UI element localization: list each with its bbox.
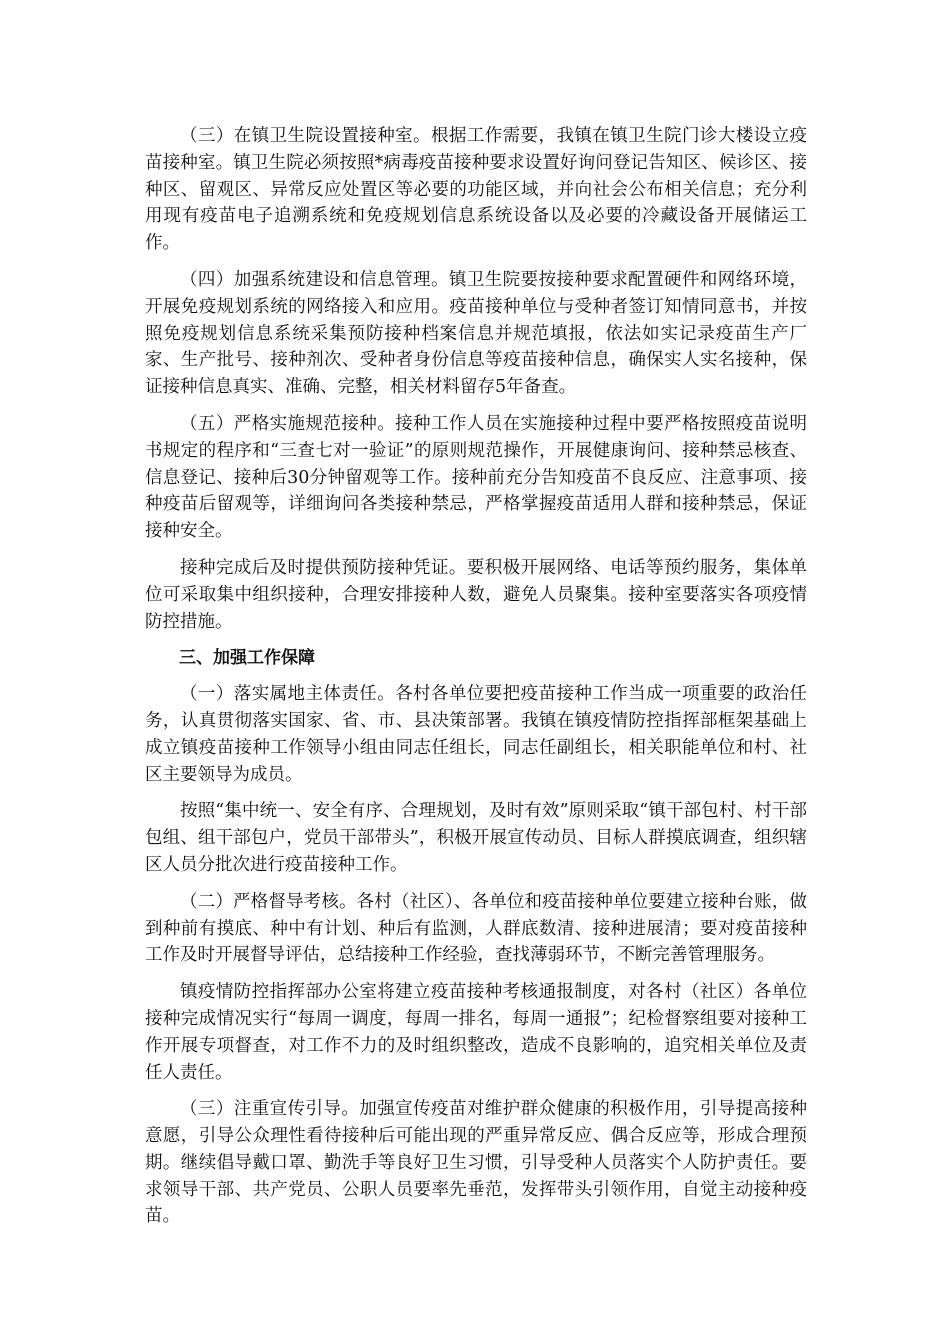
paragraph-vaccination-certificate: 接种完成后及时提供预防接种凭证。要积极开展网络、电话等预约服务，集体单位可采取集中组织接种，合理安排接种人数，避免人员聚集。接种室要落实各项疫情防控措施。 (145, 557, 807, 632)
paragraph-standardized-vaccination: （五）严格实施规范接种。接种工作人员在实施接种过程中要严格按照疫苗说明书规定的程序和“三查七对一验证”的原则规范操作，开展健康询问、接种禁忌核查、信息登记、接种后30分钟留观等工作。接种前充分告知疫苗不良反应、注意事项、接种疫苗后留观等，详细询问各类接种禁忌，严格掌握疫苗适用人群和接种禁忌，保证接种安全。 (145, 413, 807, 542)
paragraph-organization-principles: 按照“集中统一、安全有序、合理规划，及时有效”原则采取“镇干部包村、村干部包组、组干部包户，党员干部带头”，积极开展宣传动员、目标人群摸底调查，组织辖区人员分批次进行疫苗接种工作。 (145, 801, 807, 875)
paragraph-reporting-system: 镇疫情防控指挥部办公室将建立疫苗接种考核通报制度，对各村（社区）各单位接种完成情况实行“每周一调度，每周一排名，每周一通报”；纪检督察组要对接种工作开展专项督查，对工作不力的及时组织整改，造成不良影响的，追究相关单位及责任人责任。 (145, 982, 807, 1083)
paragraph-supervision-assessment: （二）严格督导考核。各村（社区）、各单位和疫苗接种单位要建立接种台账，做到种前有摸底、种中有计划、种后有监测，人群底数清、接种进展清；要对疫苗接种工作及时开展督导评估，总结接种工作经验，查找薄弱环节，不断完善管理服务。 (145, 891, 807, 966)
paragraph-system-and-information-management: （四）加强系统建设和信息管理。镇卫生院要按接种要求配置硬件和网络环境，开展免疫规划系统的网络接入和应用。疫苗接种单位与受种者签订知情同意书，并按照免疫规划信息系统采集预防接种档案信息并规范填报，依法如实记录疫苗生产厂家、生产批号、接种剂次、受种者身份信息等疫苗接种信息，确保实人实名接种，保证接种信息真实、准确、完整，相关材料留存5年备查。 (145, 269, 807, 398)
document-body (145, 123, 807, 1240)
paragraph-publicity-guidance: （三）注重宣传引导。加强宣传疫苗对维护群众健康的积极作用，引导提高接种意愿，引导公众理性看待接种后可能出现的严重异常反应、偶合反应等，形成合理预期。继续倡导戴口罩、勤洗手等良好卫生习惯，引导受种人员落实个人防护责任。要求领导干部、共产党员、公职人员要率先垂范，发挥带头引领作用，自觉主动接种疫苗。 (145, 1099, 807, 1227)
paragraph-territorial-responsibility: （一）落实属地主体责任。各村各单位要把疫苗接种工作当成一项重要的政治任务，认真贯彻落实国家、省、市、县决策部署。我镇在镇疫情防控指挥部框架基础上成立镇疫苗接种工作领导小组由同志任组长，同志任副组长，相关职能单位和村、社区主要领导为成员。 (145, 684, 807, 785)
paragraph-set-up-vaccination-room: （三）在镇卫生院设置接种室。根据工作需要，我镇在镇卫生院门诊大楼设立疫苗接种室。镇卫生院必须按照*病毒疫苗接种要求设置好询问登记告知区、候诊区、接种区、留观区、异常反应处置区等必要的功能区域，并向社会公布相关信息；充分利用现有疫苗电子追溯系统和免疫规划信息系统设备以及必要的冷藏设备开展储运工作。 (145, 126, 807, 254)
section-heading-work-guarantee: 三、加强工作保障 (179, 648, 315, 669)
